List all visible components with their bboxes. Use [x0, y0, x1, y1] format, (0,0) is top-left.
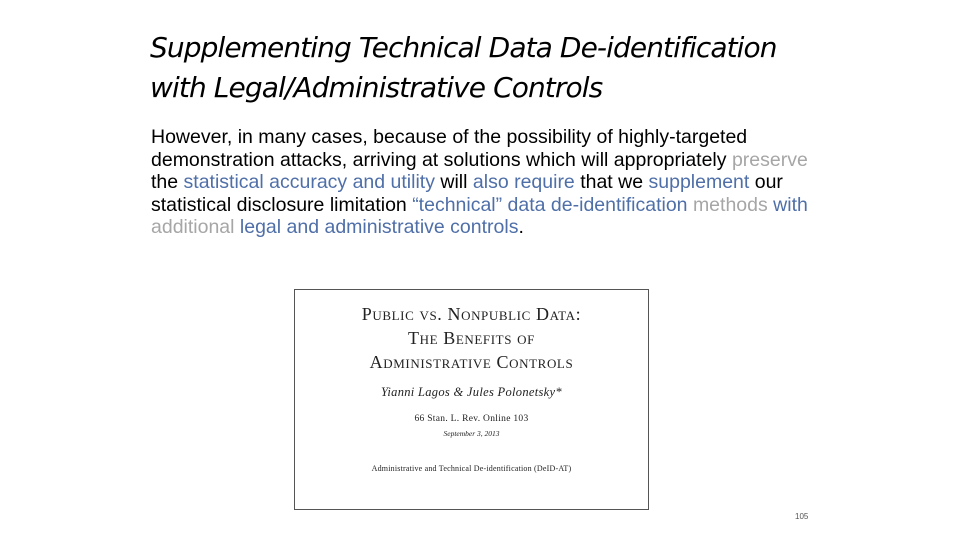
slide-title-line-1: Supplementing Technical Data De-identification	[150, 31, 777, 64]
paper-title-line-3: Administrative Controls	[369, 352, 574, 372]
body-segment: the	[151, 171, 184, 193]
paper-citation: 66 Stan. L. Rev. Online 103	[414, 414, 529, 424]
body-segment-accuracy: statistical accuracy and utility	[183, 171, 435, 193]
paper-authors: Yianni Lagos & Jules Polonetsky*	[381, 385, 562, 399]
body-segment-additional: additional	[151, 216, 235, 238]
body-segment-preserve: preserve	[731, 148, 808, 171]
body-segment-supplement: supplement	[648, 171, 750, 193]
slide-title	[150, 28, 910, 108]
page-number: 105	[795, 512, 809, 521]
body-segment-legal-controls: legal and administrative controls	[234, 216, 519, 238]
body-segment: that we	[574, 171, 649, 193]
paper-title-line-1: Public vs. Nonpublic Data:	[361, 304, 582, 324]
paper-title-line-2: The Benefits of	[408, 328, 535, 348]
body-segment-deidentification: data de-identification	[502, 193, 693, 216]
body-segment: will	[434, 171, 473, 193]
body-segment-technical: “technical”	[412, 193, 503, 216]
paper-cover-image	[294, 289, 649, 510]
paper-section-heading: Administrative and Technical De-identification (DeID-AT)	[371, 464, 572, 473]
body-segment-with: with	[767, 193, 808, 216]
body-segment-period: .	[518, 216, 524, 238]
body-segment-also-require: also require	[472, 171, 575, 193]
paper-date: September 3, 2013	[443, 429, 500, 438]
body-segment-methods: methods	[692, 193, 768, 216]
body-segment: However, in many cases, because of the possibility of highly-targeted demonstration attacks, arriving at solutions which will appropriately	[151, 126, 748, 171]
body-segment: our statistical disclosure limitation	[151, 171, 783, 216]
slide-body-paragraph	[151, 126, 831, 239]
slide-title-line-2: with Legal/Administrative Controls	[150, 71, 603, 104]
